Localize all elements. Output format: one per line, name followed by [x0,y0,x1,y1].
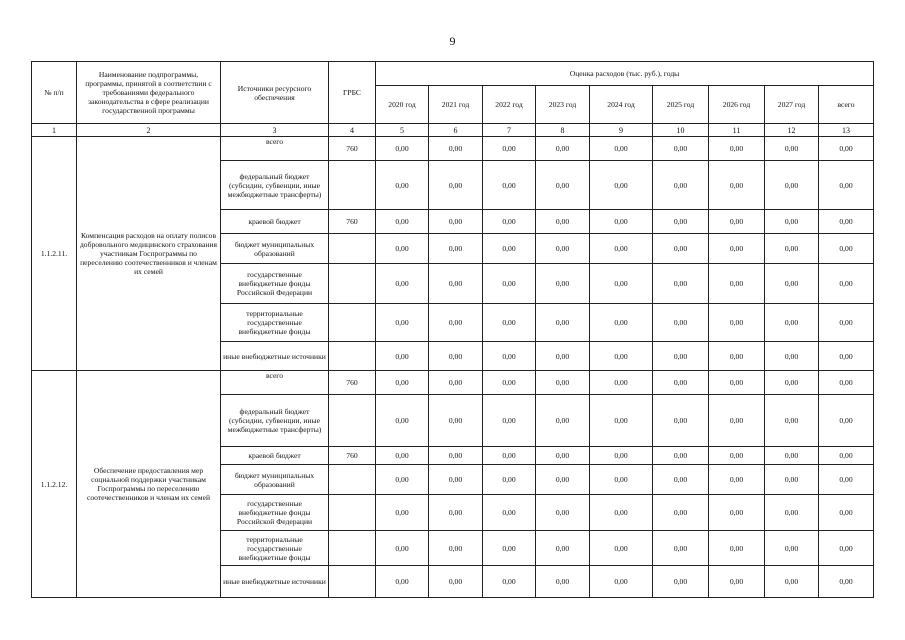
amount-cell: 0,00 [709,210,765,234]
page-number: 9 [449,34,456,48]
amount-cell: 0,00 [653,495,709,531]
column-number: 11 [709,124,765,137]
amount-cell: 0,00 [590,342,653,371]
amount-cell: 0,00 [536,371,590,395]
amount-cell: 0,00 [765,210,819,234]
amount-cell: 0,00 [590,395,653,447]
header-year: 2022 год [483,86,536,124]
amount-cell: 0,00 [765,447,819,465]
amount-cell: 0,00 [376,371,429,395]
column-number: 6 [429,124,483,137]
amount-cell: 0,00 [536,342,590,371]
header-year: 2021 год [429,86,483,124]
amount-cell: 0,00 [765,234,819,264]
item-code: 1.1.2.12. [32,371,77,598]
item-name: Обеспечение предоставления мер социальной поддержки участникам Госпрограммы по переселению соотечественников и членам их семей [77,371,221,598]
grbs-code [329,342,376,371]
amount-cell: 0,00 [709,371,765,395]
amount-cell: 0,00 [536,531,590,566]
column-number: 9 [590,124,653,137]
header-year: 2026 год [709,86,765,124]
amount-cell: 0,00 [376,447,429,465]
header-year: всего [819,86,874,124]
amount-cell: 0,00 [765,342,819,371]
amount-cell: 0,00 [483,531,536,566]
funding-source: государственные внебюджетные фонды Российской Федерации [221,264,329,304]
amount-cell: 0,00 [483,342,536,371]
grbs-code: 760 [329,447,376,465]
column-number: 5 [376,124,429,137]
amount-cell: 0,00 [819,495,874,531]
amount-cell: 0,00 [429,161,483,210]
header-year: 2023 год [536,86,590,124]
amount-cell: 0,00 [590,234,653,264]
expenditure-table [31,61,874,598]
amount-cell: 0,00 [709,465,765,495]
funding-source: федеральный бюджет (субсидии, субвенции, иные межбюджетные трансферты) [221,395,329,447]
amount-cell: 0,00 [590,531,653,566]
header-year: 2020 год [376,86,429,124]
header-name: Наименование подпрограммы, программы, принятой в соответствии с требованиями федерального законодательства в сфере реализации государственной программы [77,62,221,124]
amount-cell: 0,00 [819,371,874,395]
amount-cell: 0,00 [765,161,819,210]
amount-cell: 0,00 [819,395,874,447]
amount-cell: 0,00 [819,264,874,304]
amount-cell: 0,00 [429,447,483,465]
amount-cell: 0,00 [590,465,653,495]
amount-cell: 0,00 [376,566,429,598]
grbs-code [329,531,376,566]
table-row [32,371,874,395]
amount-cell: 0,00 [429,304,483,342]
amount-cell: 0,00 [590,210,653,234]
amount-cell: 0,00 [536,495,590,531]
amount-cell: 0,00 [429,210,483,234]
header-grbs: ГРБС [329,62,376,124]
item-name: Компенсация расходов на оплату полисов добровольного медицинского страхования участникам Госпрограммы по переселению соотечественников и членам их семей [77,137,221,371]
grbs-code [329,495,376,531]
header-sources: Источники ресурсного обеспечения [221,62,329,124]
grbs-code [329,304,376,342]
amount-cell: 0,00 [819,137,874,161]
amount-cell: 0,00 [819,566,874,598]
amount-cell: 0,00 [653,161,709,210]
column-number: 8 [536,124,590,137]
item-code: 1.1.2.11. [32,137,77,371]
amount-cell: 0,00 [536,161,590,210]
amount-cell: 0,00 [376,161,429,210]
grbs-code [329,465,376,495]
amount-cell: 0,00 [653,566,709,598]
grbs-code [329,395,376,447]
column-number: 12 [765,124,819,137]
amount-cell: 0,00 [483,371,536,395]
amount-cell: 0,00 [536,304,590,342]
amount-cell: 0,00 [483,161,536,210]
header-year: 2027 год [765,86,819,124]
amount-cell: 0,00 [483,465,536,495]
column-number: 13 [819,124,874,137]
amount-cell: 0,00 [819,465,874,495]
funding-source: бюджет муниципальных образований [221,234,329,264]
amount-cell: 0,00 [376,304,429,342]
grbs-code [329,264,376,304]
amount-cell: 0,00 [536,234,590,264]
amount-cell: 0,00 [765,531,819,566]
grbs-code [329,161,376,210]
amount-cell: 0,00 [376,234,429,264]
amount-cell: 0,00 [483,304,536,342]
funding-source: территориальные государственные внебюджетные фонды [221,304,329,342]
amount-cell: 0,00 [376,495,429,531]
column-number: 3 [221,124,329,137]
amount-cell: 0,00 [536,447,590,465]
amount-cell: 0,00 [483,137,536,161]
amount-cell: 0,00 [590,566,653,598]
amount-cell: 0,00 [590,137,653,161]
amount-cell: 0,00 [653,447,709,465]
amount-cell: 0,00 [429,566,483,598]
amount-cell: 0,00 [483,395,536,447]
amount-cell: 0,00 [765,304,819,342]
amount-cell: 0,00 [483,234,536,264]
amount-cell: 0,00 [483,566,536,598]
amount-cell: 0,00 [765,566,819,598]
header-estimate: Оценка расходов (тыс. руб.), годы [376,62,874,86]
amount-cell: 0,00 [590,495,653,531]
amount-cell: 0,00 [429,137,483,161]
amount-cell: 0,00 [429,531,483,566]
amount-cell: 0,00 [376,264,429,304]
amount-cell: 0,00 [429,465,483,495]
amount-cell: 0,00 [483,495,536,531]
amount-cell: 0,00 [709,137,765,161]
amount-cell: 0,00 [376,395,429,447]
amount-cell: 0,00 [429,371,483,395]
funding-source: всего [221,371,329,395]
amount-cell: 0,00 [376,531,429,566]
amount-cell: 0,00 [429,234,483,264]
amount-cell: 0,00 [429,342,483,371]
amount-cell: 0,00 [536,395,590,447]
amount-cell: 0,00 [709,304,765,342]
amount-cell: 0,00 [536,465,590,495]
amount-cell: 0,00 [819,210,874,234]
amount-cell: 0,00 [709,342,765,371]
amount-cell: 0,00 [590,447,653,465]
amount-cell: 0,00 [819,304,874,342]
amount-cell: 0,00 [709,495,765,531]
amount-cell: 0,00 [376,210,429,234]
amount-cell: 0,00 [653,234,709,264]
column-number: 1 [32,124,77,137]
amount-cell: 0,00 [536,566,590,598]
funding-source: федеральный бюджет (субсидии, субвенции, иные межбюджетные трансферты) [221,161,329,210]
amount-cell: 0,00 [819,234,874,264]
amount-cell: 0,00 [590,264,653,304]
funding-source: бюджет муниципальных образований [221,465,329,495]
amount-cell: 0,00 [765,495,819,531]
amount-cell: 0,00 [765,465,819,495]
grbs-code [329,234,376,264]
amount-cell: 0,00 [429,264,483,304]
amount-cell: 0,00 [653,465,709,495]
amount-cell: 0,00 [653,342,709,371]
funding-source: краевой бюджет [221,447,329,465]
amount-cell: 0,00 [709,264,765,304]
amount-cell: 0,00 [709,531,765,566]
amount-cell: 0,00 [429,495,483,531]
amount-cell: 0,00 [709,447,765,465]
amount-cell: 0,00 [765,371,819,395]
header-year: 2024 год [590,86,653,124]
grbs-code: 760 [329,210,376,234]
grbs-code: 760 [329,137,376,161]
column-number: 7 [483,124,536,137]
amount-cell: 0,00 [653,264,709,304]
amount-cell: 0,00 [709,161,765,210]
amount-cell: 0,00 [653,304,709,342]
amount-cell: 0,00 [765,395,819,447]
funding-source: государственные внебюджетные фонды Российской Федерации [221,495,329,531]
table-row [32,137,874,161]
amount-cell: 0,00 [536,264,590,304]
amount-cell: 0,00 [483,447,536,465]
header-year: 2025 год [653,86,709,124]
header-num: № п/п [32,62,77,124]
amount-cell: 0,00 [376,342,429,371]
amount-cell: 0,00 [709,395,765,447]
funding-source: всего [221,137,329,161]
column-number: 10 [653,124,709,137]
amount-cell: 0,00 [653,210,709,234]
funding-source: краевой бюджет [221,210,329,234]
amount-cell: 0,00 [765,264,819,304]
grbs-code: 760 [329,371,376,395]
funding-source: территориальные государственные внебюджетные фонды [221,531,329,566]
amount-cell: 0,00 [590,304,653,342]
amount-cell: 0,00 [590,371,653,395]
amount-cell: 0,00 [765,137,819,161]
amount-cell: 0,00 [590,161,653,210]
amount-cell: 0,00 [653,531,709,566]
funding-source: иные внебюджетные источники [221,566,329,598]
amount-cell: 0,00 [653,395,709,447]
amount-cell: 0,00 [429,395,483,447]
amount-cell: 0,00 [536,210,590,234]
amount-cell: 0,00 [819,161,874,210]
grbs-code [329,566,376,598]
amount-cell: 0,00 [819,342,874,371]
amount-cell: 0,00 [483,264,536,304]
amount-cell: 0,00 [536,137,590,161]
column-number: 4 [329,124,376,137]
column-number: 2 [77,124,221,137]
amount-cell: 0,00 [709,566,765,598]
amount-cell: 0,00 [819,531,874,566]
amount-cell: 0,00 [819,447,874,465]
amount-cell: 0,00 [709,234,765,264]
amount-cell: 0,00 [376,465,429,495]
amount-cell: 0,00 [653,137,709,161]
funding-source: иные внебюджетные источники [221,342,329,371]
amount-cell: 0,00 [376,137,429,161]
amount-cell: 0,00 [483,210,536,234]
amount-cell: 0,00 [653,371,709,395]
